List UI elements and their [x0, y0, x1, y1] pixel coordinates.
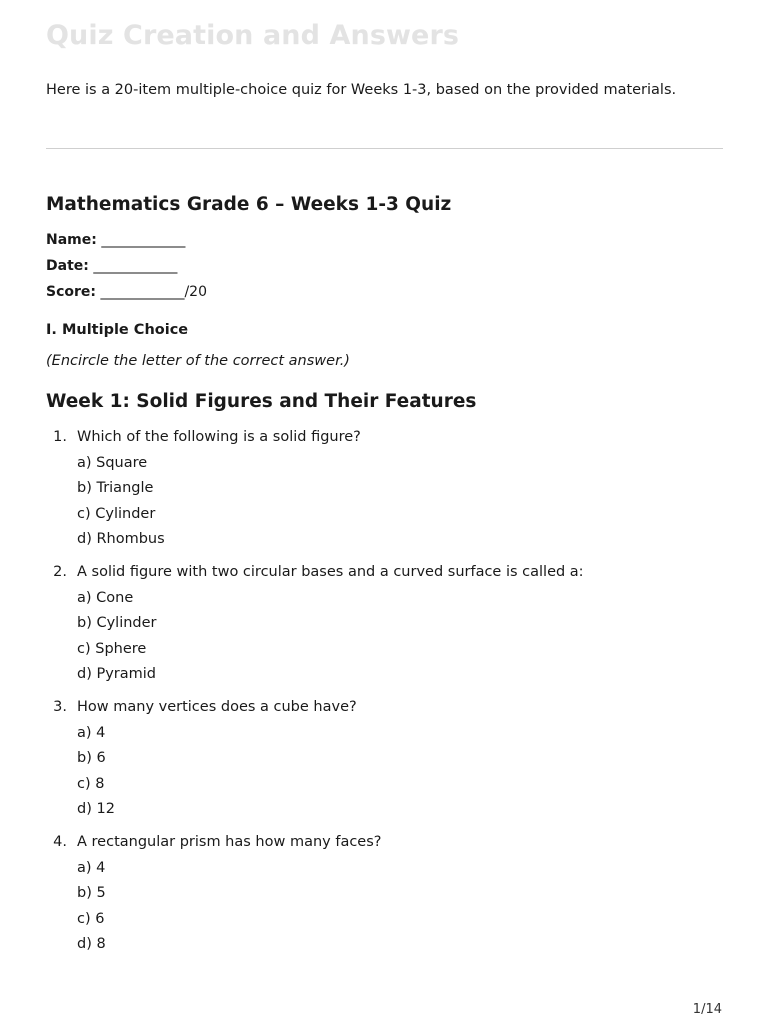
answer-option: b) Cylinder: [77, 615, 157, 631]
name-label: Name:: [46, 232, 97, 248]
score-blank: ____________/20: [100, 284, 207, 300]
question-number: 4.: [53, 834, 67, 850]
horizontal-divider: [46, 148, 723, 149]
week1-heading: Week 1: Solid Figures and Their Features: [46, 391, 477, 412]
question-text: A solid figure with two circular bases and a curved surface is called a:: [77, 564, 584, 580]
quiz-title: Mathematics Grade 6 – Weeks 1-3 Quiz: [46, 194, 452, 215]
answer-option: b) 6: [77, 750, 106, 766]
date-label: Date:: [46, 258, 89, 274]
question-number: 1.: [53, 429, 67, 445]
question-text: How many vertices does a cube have?: [77, 699, 357, 715]
section-heading: I. Multiple Choice: [46, 322, 189, 338]
answer-option: c) Sphere: [77, 641, 147, 657]
answer-option: a) 4: [77, 860, 106, 876]
answer-option: d) Rhombus: [77, 531, 165, 547]
answer-option: c) 6: [77, 911, 105, 927]
question-text: Which of the following is a solid figure?: [77, 429, 361, 445]
answer-option: d) 12: [77, 801, 115, 817]
question-number: 3.: [53, 699, 67, 715]
score-field: [46, 284, 207, 300]
answer-option: c) 8: [77, 776, 105, 792]
score-label: Score:: [46, 284, 96, 300]
answer-option: a) 4: [77, 725, 106, 741]
question-number: 2.: [53, 564, 67, 580]
intro-paragraph: Here is a 20-item multiple-choice quiz for Weeks 1-3, based on the provided materials.: [46, 82, 677, 98]
date-blank: ____________: [93, 258, 178, 274]
name-blank: ____________: [101, 232, 186, 248]
answer-option: c) Cylinder: [77, 506, 156, 522]
document-title: Quiz Creation and Answers: [46, 20, 460, 51]
answer-option: d) 8: [77, 936, 106, 952]
answer-option: a) Cone: [77, 590, 134, 606]
answer-option: b) Triangle: [77, 480, 154, 496]
page-indicator: 1/14: [692, 1002, 722, 1017]
date-field: [46, 258, 177, 274]
question-text: A rectangular prism has how many faces?: [77, 834, 382, 850]
answer-option: a) Square: [77, 455, 148, 471]
answer-option: d) Pyramid: [77, 666, 156, 682]
name-field: [46, 232, 185, 248]
answer-option: b) 5: [77, 885, 106, 901]
instruction-text: (Encircle the letter of the correct answer.): [46, 353, 350, 369]
